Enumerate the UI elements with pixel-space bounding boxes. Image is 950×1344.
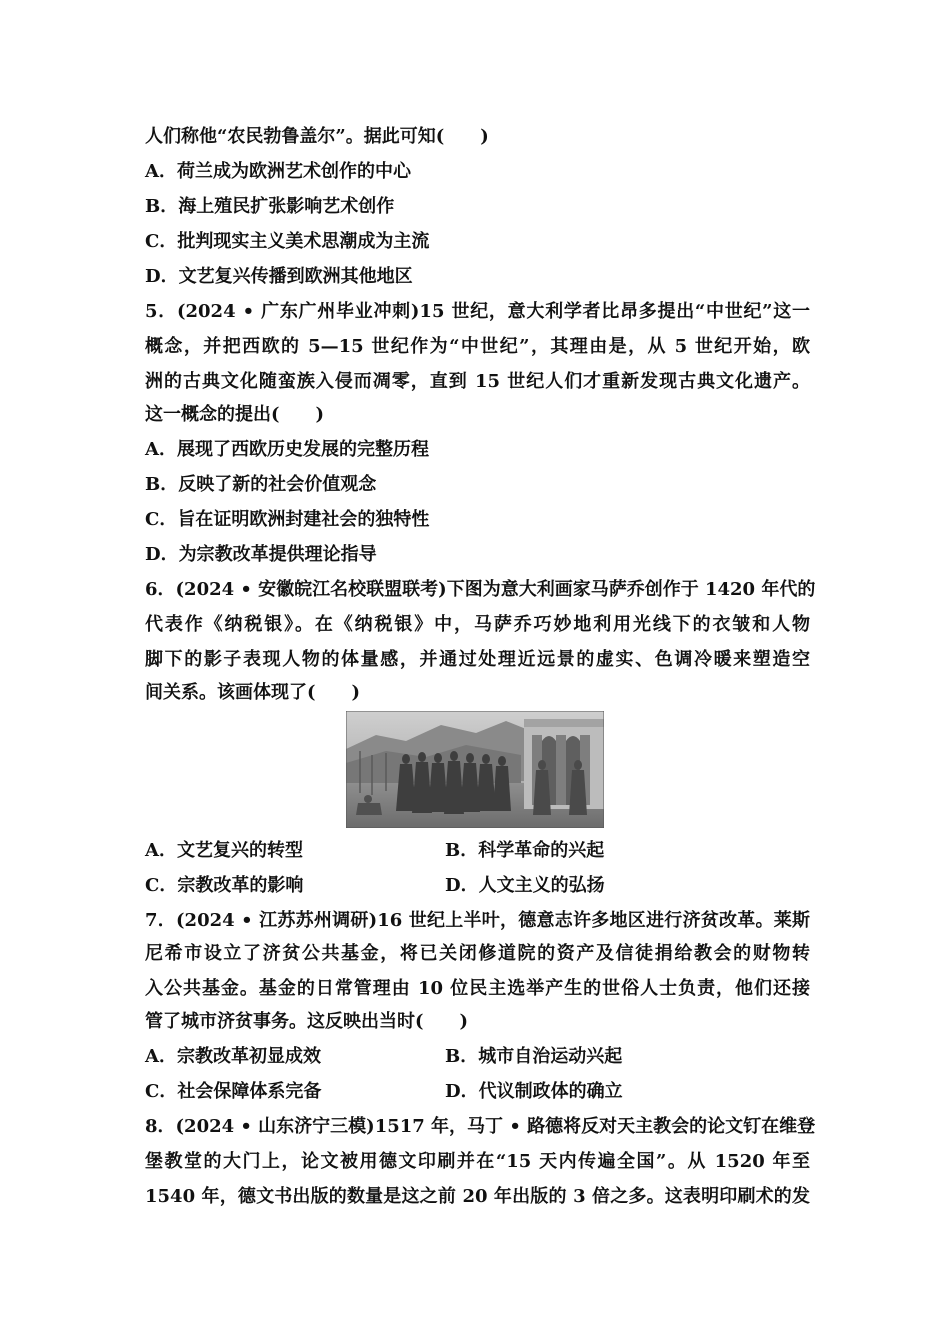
q7-option-d: D．代议制政体的确立 — [445, 1081, 623, 1102]
q5-option-c: C．旨在证明欧洲封建社会的独特性 — [145, 509, 430, 530]
tribute-money-painting — [346, 711, 604, 828]
q4-option-c: C．批判现实主义美术思潮成为主流 — [145, 231, 430, 252]
painting-illustration — [346, 711, 604, 828]
q7-option-c: C．社会保障体系完备 — [145, 1081, 322, 1102]
q5-option-d: D．为宗教改革提供理论指导 — [145, 544, 377, 565]
q5-stem-line-1: 5．(2024 • 广东广州毕业冲刺)15 世纪，意大利学者比昂多提出“中世纪”这一 — [145, 301, 810, 322]
q5-stem-line-2: 概念，并把西欧的 5—15 世纪作为“中世纪”，其理由是，从 5 世纪开始，欧 — [145, 336, 810, 357]
q7-option-a: A．宗教改革初显成效 — [145, 1046, 321, 1067]
q6-stem-line-2: 代表作《纳税银》。在《纳税银》中，马萨乔巧妙地利用光线下的衣皱和人物 — [145, 614, 810, 635]
q4-option-d: D．文艺复兴传播到欧洲其他地区 — [145, 266, 413, 287]
q6-option-b: B．科学革命的兴起 — [445, 840, 605, 861]
q6-option-d: D．人文主义的弘扬 — [445, 875, 605, 896]
q5-stem-line-3: 洲的古典文化随蛮族入侵而凋零，直到 15 世纪人们才重新发现古典文化遗产。 — [145, 371, 810, 392]
q6-stem-line-4: 间关系。该画体现了( ) — [145, 682, 361, 703]
q7-option-b: B．城市自治运动兴起 — [445, 1046, 623, 1067]
q7-stem-line-4: 管了城市济贫事务。这反映出当时( ) — [145, 1011, 469, 1032]
q5-option-a: A．展现了西欧历史发展的完整历程 — [145, 439, 429, 460]
q4-option-b: B．海上殖民扩张影响艺术创作 — [145, 196, 395, 217]
q6-option-c: C．宗教改革的影响 — [145, 875, 304, 896]
q7-stem-line-1: 7．(2024 • 江苏苏州调研)16 世纪上半叶，德意志许多地区进行济贫改革。莱斯 — [145, 910, 810, 931]
q8-stem-line-2: 堡教堂的大门上，论文被用德文印刷并在“15 天内传遍全国”。从 1520 年至 — [145, 1151, 810, 1172]
q6-stem-line-3: 脚下的影子表现人物的体量感，并通过处理近远景的虚实、色调冷暖来塑造空 — [145, 649, 810, 670]
q7-stem-line-3: 入公共基金。基金的日常管理由 10 位民主选举产生的世俗人士负责，他们还接 — [145, 978, 810, 999]
q5-option-b: B．反映了新的社会价值观念 — [145, 474, 377, 495]
q8-stem-line-3: 1540 年，德文书出版的数量是这之前 20 年出版的 3 倍之多。这表明印刷术的发 — [145, 1186, 810, 1207]
q5-stem-line-4: 这一概念的提出( ) — [145, 404, 325, 425]
q6-option-a: A．文艺复兴的转型 — [145, 840, 303, 861]
q4-option-a: A．荷兰成为欧洲艺术创作的中心 — [145, 161, 411, 182]
q8-stem-line-1: 8．(2024 • 山东济宁三模)1517 年，马丁 • 路德将反对天主教会的论文钉在维登 — [145, 1116, 816, 1137]
q4-stem-tail: 人们称他“农民勃鲁盖尔”。据此可知( ) — [145, 126, 489, 147]
q6-stem-line-1: 6．(2024 • 安徽皖江名校联盟联考)下图为意大利画家马萨乔创作于 1420 年代的 — [145, 579, 816, 600]
q7-stem-line-2: 尼希市设立了济贫公共基金，将已关闭修道院的资产及信徒捐给教会的财物转 — [145, 943, 810, 964]
